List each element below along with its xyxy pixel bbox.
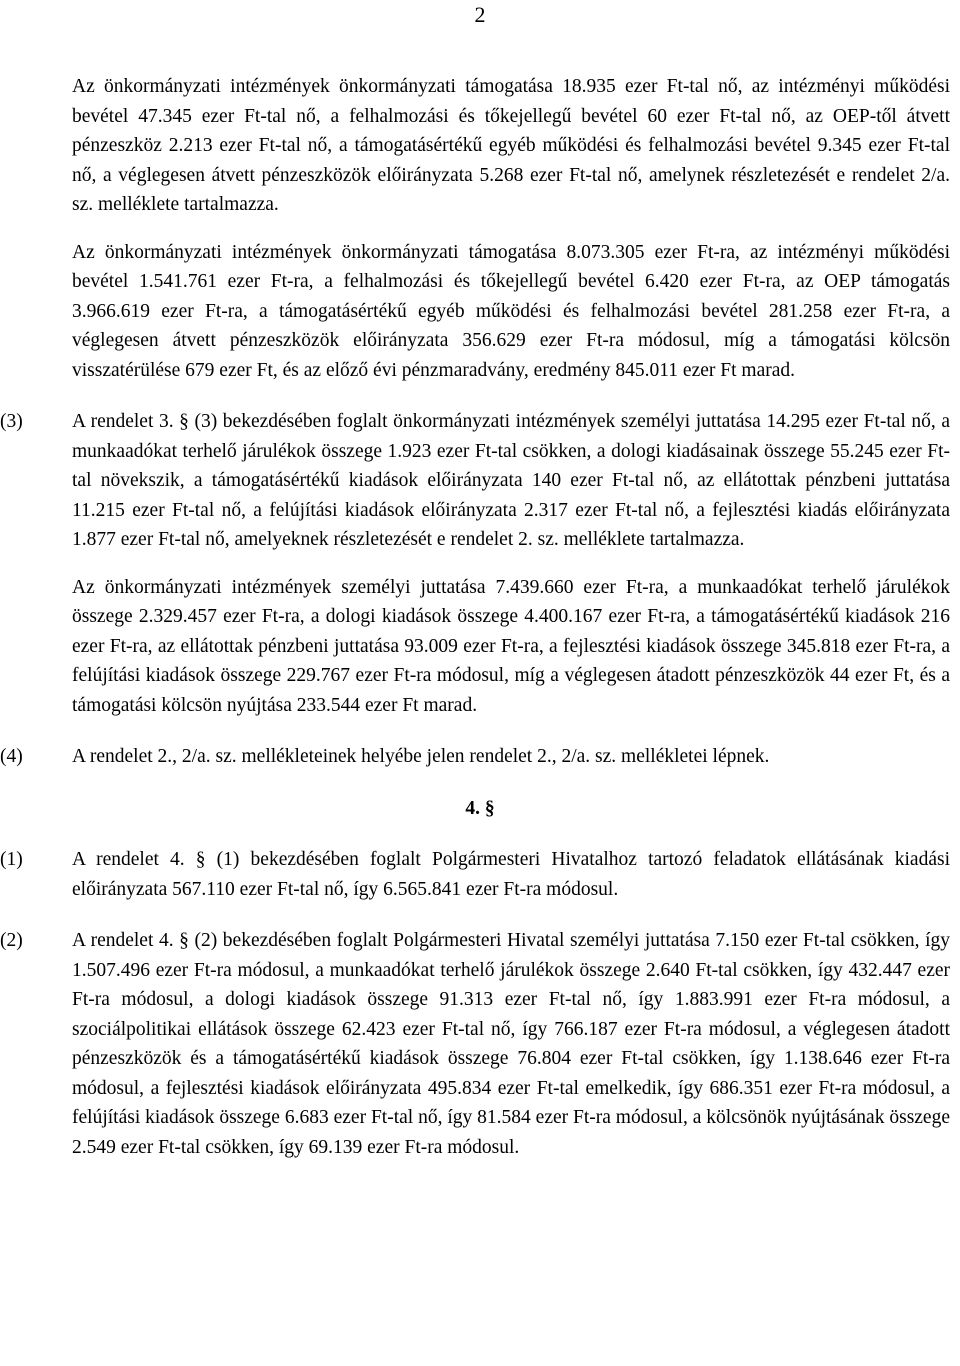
- subsection-text: A rendelet 2., 2/a. sz. mellékleteinek helyébe jelen rendelet 2., 2/a. sz. mellékletei lépnek.: [72, 746, 770, 767]
- paragraph-intezmenyek-tamogatas-modosul: Az önkormányzati intézmények önkormányzati támogatása 8.073.305 ezer Ft-ra, az intézményi működési bevétel 1.541.761 ezer Ft-ra, a felhalmozási és tőkejellegű bevétel 6.420 ezer Ft-ra, az OEP támogatás 3.966.619 ezer Ft-ra, a támogatásértékű egyéb működési és felhalmozási bevétel 281.258 ezer Ft-ra, a véglegesen átvett pénzeszközök előirányzata 356.629 ezer Ft-ra módosul, míg a támogatási kölcsön visszatérülése 679 ezer Ft, és az előző évi pénzmaradvány, eredmény 845.011 ezer Ft marad.: [72, 241, 950, 381]
- section-heading: 4. §: [465, 797, 495, 819]
- subsection-text: A rendelet 3. § (3) bekezdésében foglalt önkormányzati intézmények személyi juttatása 14.295 ezer Ft-tal nő, a munkaadókat terhelő járulékok összege 1.923 ezer Ft-tal csökken, a dologi kiadásainak összege 55.245 ezer Ft-tal növekszik, a támogatásértékű kiadások előirányzata 140 ezer Ft-tal nő, az ellátottak pénzbeni juttatása 11.215 ezer Ft-tal nő, a felújítási kiadások előirányzata 2.317 ezer Ft-tal nő, a fejlesztési kiadás előirányzata 1.877 ezer Ft-tal nő, amelyeknek részletezését e rendelet 2. sz. melléklete tartalmazza.: [72, 411, 950, 550]
- subsection-number: (4): [0, 746, 23, 767]
- document-body: [0, 72, 960, 1162]
- subsection-number: (3): [0, 411, 23, 432]
- subsection-2: [0, 926, 950, 1162]
- subsection-number: (1): [0, 849, 23, 870]
- paragraph-intezmenyek-tamogatas-valtozas: Az önkormányzati intézmények önkormányzati támogatása 18.935 ezer Ft-tal nő, az intézményi működési bevétel 47.345 ezer Ft-tal nő, a felhalmozási és tőkejellegű bevétel 60 ezer Ft-tal nő, az OEP-től átvett pénzeszköz 2.213 ezer Ft-tal nő, a támogatásértékű egyéb működési és felhalmozási bevétel 9.345 ezer Ft-tal nő, a véglegesen átvett pénzeszközök előirányzata 5.268 ezer Ft-tal nő, amelynek részletezését e rendelet 2/a. sz. melléklete tartalmazza.: [72, 76, 950, 215]
- paragraph-szemelyi-juttatas-modosul: Az önkormányzati intézmények személyi juttatása 7.439.660 ezer Ft-ra, a munkaadókat terhelő járulékok összege 2.329.457 ezer Ft-ra, a dologi kiadások összege 4.400.167 ezer Ft-ra, a támogatásértékű kiadások 216 ezer Ft-ra, az ellátottak pénzbeni juttatása 93.009 ezer Ft-ra, a fejlesztési kiadások összege 345.818 ezer Ft-ra, a felújítási kiadások összege 229.767 ezer Ft-ra módosul, míg a véglegesen átadott pénzeszközök 44 ezer Ft, és a támogatási kölcsön nyújtása 233.544 ezer Ft marad.: [72, 576, 950, 716]
- subsection-3: [0, 407, 950, 555]
- page-number: 2: [474, 2, 486, 27]
- subsection-4: [0, 742, 950, 772]
- subsection-text: A rendelet 4. § (2) bekezdésében foglalt Polgármesteri Hivatal személyi juttatása 7.150 ezer Ft-tal csökken, így 1.507.496 ezer Ft-ra módosul, a munkaadókat terhelő járulékok összege 2.640 Ft-tal csökken, így 432.447 ezer Ft-ra módosul, a dologi kiadások összege 91.313 ezer Ft-tal nő, így 1.883.991 ezer Ft-ra módosul, a szociálpolitikai ellátások összege 62.423 ezer Ft-tal nő, így 766.187 ezer Ft-ra módosul, a véglegesen átadott pénzeszközök és a támogatásértékű kiadások összege 76.804 ezer Ft-tal csökken, így 1.138.646 ezer Ft-ra módosul, a fejlesztési kiadások előirányzata 495.834 ezer Ft-tal emelkedik, így 686.351 ezer Ft-ra módosul, a felújítási kiadások összege 6.683 ezer Ft-tal nő, így 81.584 ezer Ft-ra módosul, a kölcsönök nyújtásának összege 2.549 ezer Ft-tal csökken, így 69.139 ezer Ft-ra módosul.: [72, 930, 950, 1158]
- subsection-1: [0, 845, 950, 904]
- subsection-number: (2): [0, 930, 23, 951]
- subsection-text: A rendelet 4. § (1) bekezdésében foglalt Polgármesteri Hivatalhoz tartozó feladatok ellátásának kiadási előirányzata 567.110 ezer Ft-tal nő, így 6.565.841 ezer Ft-ra módosul.: [72, 849, 950, 900]
